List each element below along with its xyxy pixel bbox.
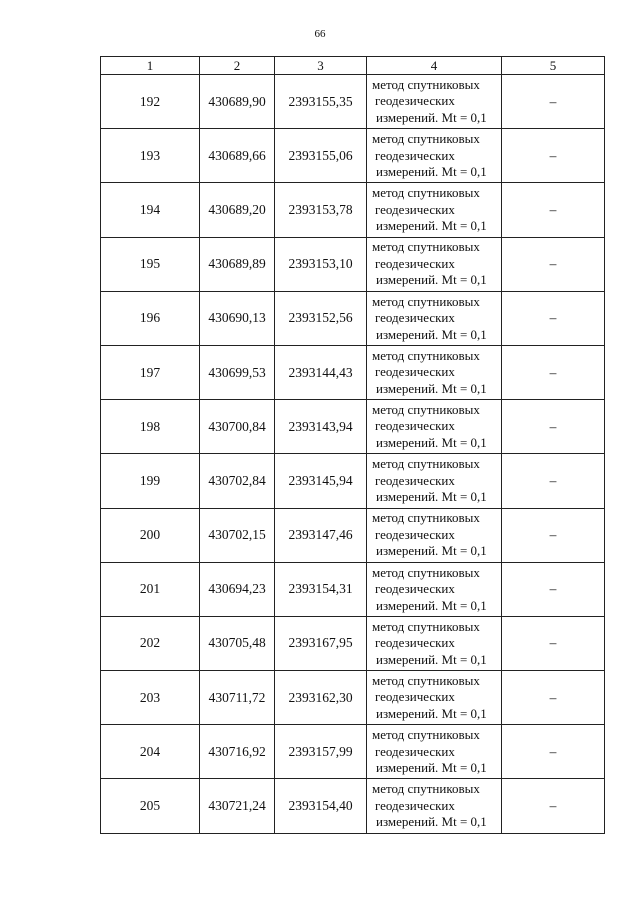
- method-line: измерений. Mt = 0,1: [376, 489, 487, 505]
- method-line: метод спутниковых: [372, 672, 480, 688]
- method-line: метод спутниковых: [372, 510, 480, 526]
- table-row: [101, 779, 605, 833]
- table-header-row: [101, 57, 605, 75]
- point-number-cell: 198: [101, 400, 200, 454]
- table-row: [101, 616, 605, 670]
- method-line: метод спутниковых: [372, 401, 480, 417]
- method-line: геодезических: [375, 689, 455, 705]
- method-cell: [367, 75, 502, 129]
- point-number-cell: 193: [101, 129, 200, 183]
- x-coordinate-cell: 430699,53: [200, 345, 275, 399]
- method-line: метод спутниковых: [372, 781, 480, 797]
- table-row: [101, 454, 605, 508]
- note-cell: –: [502, 616, 605, 670]
- method-line: измерений. Mt = 0,1: [376, 434, 487, 450]
- point-number-cell: 201: [101, 562, 200, 616]
- table-row: [101, 183, 605, 237]
- column-header-1: 1: [101, 57, 200, 75]
- table-body: [101, 75, 605, 834]
- method-line: метод спутниковых: [372, 618, 480, 634]
- x-coordinate-cell: 430702,84: [200, 454, 275, 508]
- method-cell: [367, 508, 502, 562]
- method-line: геодезических: [375, 472, 455, 488]
- note-cell: –: [502, 671, 605, 725]
- y-coordinate-cell: 2393155,06: [275, 129, 367, 183]
- column-header-4: 4: [367, 57, 502, 75]
- method-cell: [367, 454, 502, 508]
- y-coordinate-cell: 2393155,35: [275, 75, 367, 129]
- method-cell: [367, 779, 502, 833]
- method-line: измерений. Mt = 0,1: [376, 326, 487, 342]
- method-cell: [367, 400, 502, 454]
- coordinates-table: [100, 56, 605, 834]
- x-coordinate-cell: 430705,48: [200, 616, 275, 670]
- y-coordinate-cell: 2393147,46: [275, 508, 367, 562]
- y-coordinate-cell: 2393153,10: [275, 237, 367, 291]
- x-coordinate-cell: 430690,13: [200, 291, 275, 345]
- point-number-cell: 203: [101, 671, 200, 725]
- x-coordinate-cell: 430702,15: [200, 508, 275, 562]
- method-line: геодезических: [375, 147, 455, 163]
- x-coordinate-cell: 430711,72: [200, 671, 275, 725]
- method-line: геодезических: [375, 255, 455, 271]
- y-coordinate-cell: 2393154,31: [275, 562, 367, 616]
- table-row: [101, 725, 605, 779]
- method-cell: [367, 237, 502, 291]
- method-line: измерений. Mt = 0,1: [376, 543, 487, 559]
- x-coordinate-cell: 430689,89: [200, 237, 275, 291]
- method-line: геодезических: [375, 581, 455, 597]
- method-line: метод спутниковых: [372, 564, 480, 580]
- point-number-cell: 192: [101, 75, 200, 129]
- table-row: [101, 400, 605, 454]
- x-coordinate-cell: 430689,66: [200, 129, 275, 183]
- method-line: измерений. Mt = 0,1: [376, 380, 487, 396]
- point-number-cell: 202: [101, 616, 200, 670]
- point-number-cell: 199: [101, 454, 200, 508]
- method-line: измерений. Mt = 0,1: [376, 218, 487, 234]
- method-line: геодезических: [375, 201, 455, 217]
- x-coordinate-cell: 430700,84: [200, 400, 275, 454]
- method-line: измерений. Mt = 0,1: [376, 651, 487, 667]
- method-cell: [367, 345, 502, 399]
- y-coordinate-cell: 2393157,99: [275, 725, 367, 779]
- note-cell: –: [502, 345, 605, 399]
- method-line: геодезических: [375, 364, 455, 380]
- method-line: метод спутниковых: [372, 76, 480, 92]
- method-line: геодезических: [375, 797, 455, 813]
- method-line: измерений. Mt = 0,1: [376, 272, 487, 288]
- method-cell: [367, 562, 502, 616]
- note-cell: –: [502, 129, 605, 183]
- table-row: [101, 129, 605, 183]
- method-line: геодезических: [375, 310, 455, 326]
- table-row: [101, 671, 605, 725]
- note-cell: –: [502, 183, 605, 237]
- note-cell: –: [502, 237, 605, 291]
- y-coordinate-cell: 2393145,94: [275, 454, 367, 508]
- method-line: метод спутниковых: [372, 727, 480, 743]
- column-header-3: 3: [275, 57, 367, 75]
- note-cell: –: [502, 75, 605, 129]
- method-line: геодезических: [375, 418, 455, 434]
- method-line: метод спутниковых: [372, 131, 480, 147]
- method-line: метод спутниковых: [372, 293, 480, 309]
- method-cell: [367, 183, 502, 237]
- y-coordinate-cell: 2393162,30: [275, 671, 367, 725]
- method-line: метод спутниковых: [372, 456, 480, 472]
- point-number-cell: 205: [101, 779, 200, 833]
- x-coordinate-cell: 430689,20: [200, 183, 275, 237]
- table-row: [101, 508, 605, 562]
- method-line: метод спутниковых: [372, 347, 480, 363]
- column-header-2: 2: [200, 57, 275, 75]
- y-coordinate-cell: 2393152,56: [275, 291, 367, 345]
- point-number-cell: 196: [101, 291, 200, 345]
- x-coordinate-cell: 430716,92: [200, 725, 275, 779]
- method-line: измерений. Mt = 0,1: [376, 760, 487, 776]
- y-coordinate-cell: 2393154,40: [275, 779, 367, 833]
- coordinates-table-container: [100, 56, 604, 834]
- method-line: геодезических: [375, 526, 455, 542]
- table-row: [101, 562, 605, 616]
- column-header-5: 5: [502, 57, 605, 75]
- method-line: измерений. Mt = 0,1: [376, 164, 487, 180]
- table-row: [101, 345, 605, 399]
- method-line: геодезических: [375, 743, 455, 759]
- method-line: геодезических: [375, 635, 455, 651]
- x-coordinate-cell: 430721,24: [200, 779, 275, 833]
- method-cell: [367, 725, 502, 779]
- note-cell: –: [502, 400, 605, 454]
- method-line: метод спутниковых: [372, 185, 480, 201]
- y-coordinate-cell: 2393167,95: [275, 616, 367, 670]
- x-coordinate-cell: 430689,90: [200, 75, 275, 129]
- x-coordinate-cell: 430694,23: [200, 562, 275, 616]
- method-line: геодезических: [375, 93, 455, 109]
- note-cell: –: [502, 291, 605, 345]
- point-number-cell: 195: [101, 237, 200, 291]
- point-number-cell: 197: [101, 345, 200, 399]
- note-cell: –: [502, 725, 605, 779]
- y-coordinate-cell: 2393144,43: [275, 345, 367, 399]
- method-cell: [367, 129, 502, 183]
- point-number-cell: 204: [101, 725, 200, 779]
- table-row: [101, 237, 605, 291]
- note-cell: –: [502, 779, 605, 833]
- method-line: измерений. Mt = 0,1: [376, 109, 487, 125]
- note-cell: –: [502, 562, 605, 616]
- y-coordinate-cell: 2393153,78: [275, 183, 367, 237]
- method-cell: [367, 671, 502, 725]
- method-line: измерений. Mt = 0,1: [376, 597, 487, 613]
- method-line: метод спутниковых: [372, 239, 480, 255]
- table-row: [101, 291, 605, 345]
- point-number-cell: 194: [101, 183, 200, 237]
- method-cell: [367, 616, 502, 670]
- page-number: 66: [314, 28, 326, 40]
- table-row: [101, 75, 605, 129]
- method-line: измерений. Mt = 0,1: [376, 814, 487, 830]
- point-number-cell: 200: [101, 508, 200, 562]
- note-cell: –: [502, 454, 605, 508]
- method-cell: [367, 291, 502, 345]
- note-cell: –: [502, 508, 605, 562]
- method-line: измерений. Mt = 0,1: [376, 705, 487, 721]
- y-coordinate-cell: 2393143,94: [275, 400, 367, 454]
